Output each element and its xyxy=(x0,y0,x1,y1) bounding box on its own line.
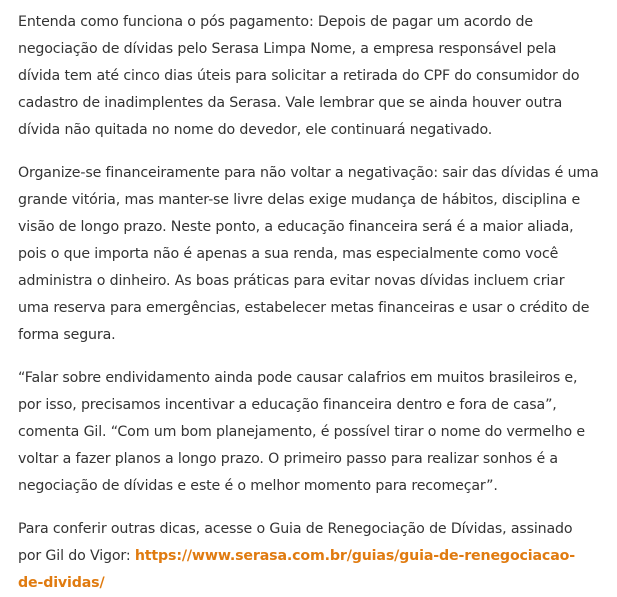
guide-link[interactable]: https://www.serasa.com.br/guias/guia-de-renegociacao-de-dividas/ xyxy=(18,548,575,591)
paragraph-quote-gil: “Falar sobre endividamento ainda pode causar calafrios em muitos brasileiros e, por isso, precisamos incentivar a educação financeira dentro e fora de casa”, comenta Gil. “Com um bom planejamento, é possível tirar o nome do vermelho e voltar a fazer planos a longo prazo. O primeiro passo para realizar sonhos é a negociação de dívidas e este é o melhor momento para recomeçar”. xyxy=(18,370,586,494)
paragraph-guide xyxy=(18,516,599,597)
paragraph-organize-finances: Organize-se financeiramente para não voltar a negativação: sair das dívidas é uma grande vitória, mas manter-se livre delas exige mudança de hábitos, disciplina e visão de longo prazo. Neste ponto, a educação financeira será é a maior aliada, pois o que importa não é apenas a sua renda, mas especialmente como você administra o dinheiro. As boas práticas para evitar novas dívidas incluem criar uma reserva para emergências, estabelecer metas financeiras e usar o crédito de forma segura. xyxy=(18,165,599,343)
paragraph-post-payment: Entenda como funciona o pós pagamento: Depois de pagar um acordo de negociação de dívidas pelo Serasa Limpa Nome, a empresa responsável pela dívida tem até cinco dias úteis para solicitar a retirada do CPF do consumidor do cadastro de inadimplentes da Serasa. Vale lembrar que se ainda houver outra dívida não quitada no nome do devedor, ele continuará negativado. xyxy=(18,14,580,138)
paragraph-guide-text: Para conferir outras dicas, acesse o Guia de Renegociação de Dívidas, assinado por Gil do Vigor: xyxy=(18,521,573,564)
